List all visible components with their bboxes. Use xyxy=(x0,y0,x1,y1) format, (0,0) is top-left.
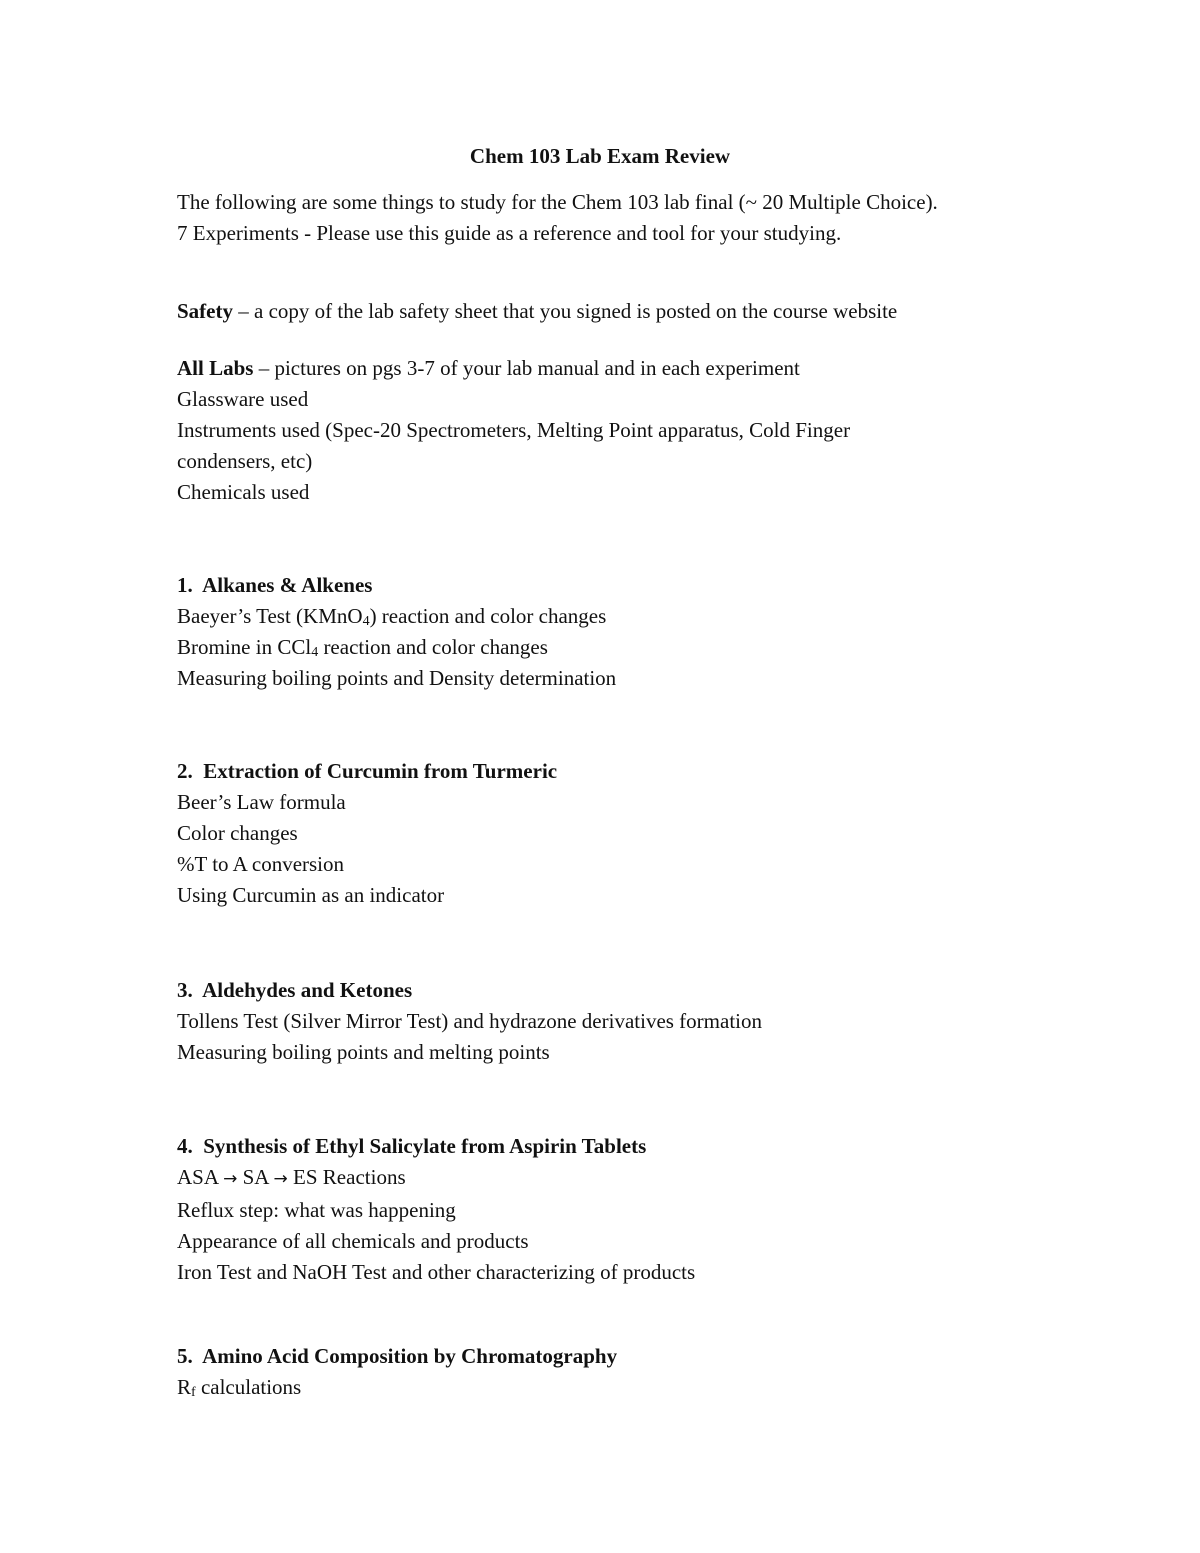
safety-paragraph xyxy=(177,296,1077,327)
intro-paragraph xyxy=(177,187,1077,249)
section-heading: 1. Alkanes & Alkenes xyxy=(177,573,373,597)
list-item: Tollens Test (Silver Mirror Test) and hydrazone derivatives formation xyxy=(177,1009,762,1033)
list-item: Measuring boiling points and melting points xyxy=(177,1040,550,1064)
right-arrow-icon: → xyxy=(223,1169,238,1189)
list-item: Chemicals used xyxy=(177,480,310,504)
list-item: %T to A conversion xyxy=(177,852,345,876)
reaction-line: ASA → SA → ES Reactions xyxy=(177,1165,406,1189)
list-item: Beer’s Law formula xyxy=(177,790,346,814)
list-item: condensers, etc) xyxy=(177,449,313,473)
list-item: Measuring boiling points and Density determination xyxy=(177,666,617,690)
section-4 xyxy=(177,1131,1077,1288)
list-item: Glassware used xyxy=(177,387,309,411)
safety-text: – a copy of the lab safety sheet that you signed is posted on the course website xyxy=(233,299,898,323)
safety-heading: Safety xyxy=(177,299,233,323)
all-labs-text: – pictures on pgs 3-7 of your lab manual and in each experiment xyxy=(253,356,800,380)
section-2 xyxy=(177,756,1077,911)
section-heading: 5. Amino Acid Composition by Chromatography xyxy=(177,1344,618,1368)
list-item: Bromine in CCl$_4$ reaction and color changes xyxy=(177,635,548,660)
section-3 xyxy=(177,975,1077,1068)
list-item: $R_f$ calculations xyxy=(177,1375,302,1400)
section-1 xyxy=(177,570,1077,694)
list-item: Reflux step: what was happening xyxy=(177,1198,456,1222)
section-5 xyxy=(177,1341,1077,1403)
intro-line-1: The following are some things to study for the Chem 103 lab final (~ 20 Multiple Choice). xyxy=(177,190,938,214)
list-item: Baeyer’s Test (KMnO$_4$) reaction and color changes xyxy=(177,604,607,629)
list-item: Iron Test and NaOH Test and other characterizing of products xyxy=(177,1260,696,1284)
section-heading: 2. Extraction of Curcumin from Turmeric xyxy=(177,759,558,783)
all-labs-section xyxy=(177,353,1077,508)
section-heading: 3. Aldehydes and Ketones xyxy=(177,978,413,1002)
right-arrow-icon: → xyxy=(273,1169,288,1189)
list-item: Instruments used (Spec-20 Spectrometers, Melting Point apparatus, Cold Finger xyxy=(177,418,851,442)
list-item: Appearance of all chemicals and products xyxy=(177,1229,529,1253)
section-heading: 4. Synthesis of Ethyl Salicylate from Aspirin Tablets xyxy=(177,1134,647,1158)
list-item: Using Curcumin as an indicator xyxy=(177,883,445,907)
list-item: Color changes xyxy=(177,821,298,845)
all-labs-heading: All Labs xyxy=(177,356,254,380)
intro-line-2: 7 Experiments - Please use this guide as a reference and tool for your studying. xyxy=(177,221,842,245)
page-title: Chem 103 Lab Exam Review xyxy=(469,144,731,168)
